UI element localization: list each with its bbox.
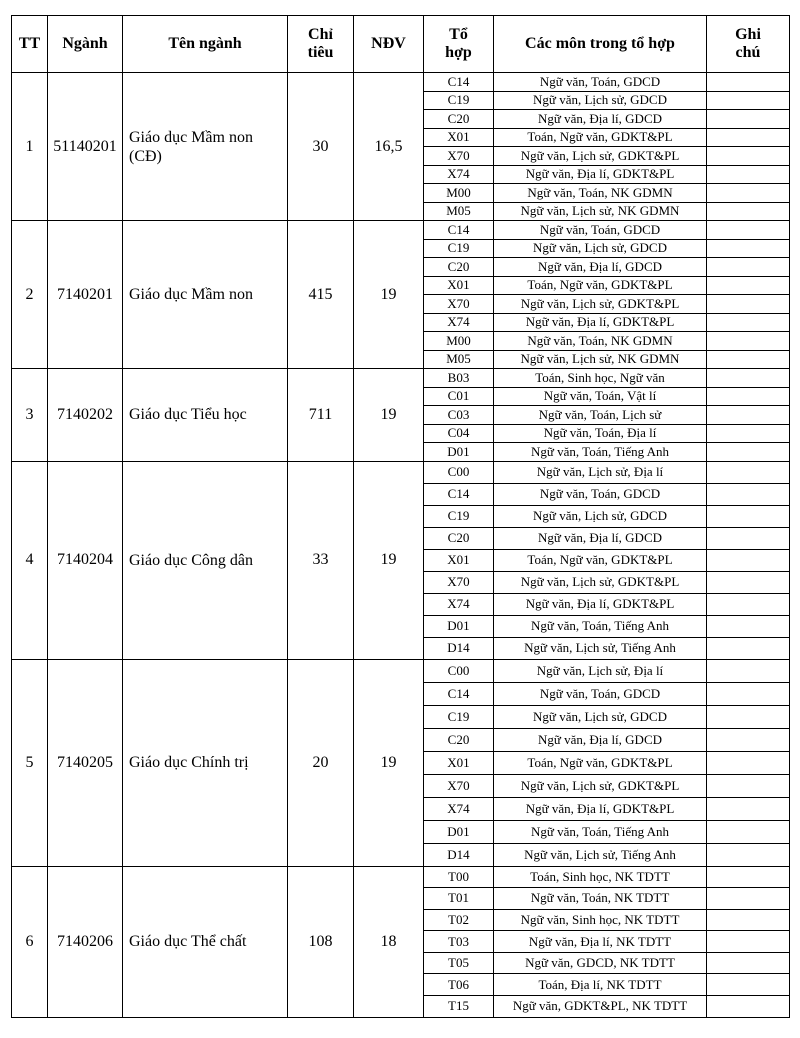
major-code: 51140201 <box>48 73 123 221</box>
combo-subjects: Ngữ văn, Toán, Địa lí <box>494 424 707 443</box>
combo-code: C03 <box>424 406 494 425</box>
combo-code: C20 <box>424 527 494 549</box>
combo-code: X74 <box>424 797 494 820</box>
combo-code: C19 <box>424 505 494 527</box>
combo-code: T02 <box>424 909 494 931</box>
major-name: Giáo dục Công dân <box>123 461 288 659</box>
combo-code: C00 <box>424 461 494 483</box>
combo-note <box>707 909 790 931</box>
combo-code: X74 <box>424 313 494 332</box>
combo-note <box>707 659 790 682</box>
major-quota: 20 <box>288 659 354 866</box>
combo-subjects: Ngữ văn, Lịch sử, Địa lí <box>494 659 707 682</box>
combo-subjects: Ngữ văn, Địa lí, GDCD <box>494 110 707 129</box>
combo-subjects: Ngữ văn, Lịch sử, NK GDMN <box>494 350 707 369</box>
combo-code: C19 <box>424 91 494 110</box>
combo-note <box>707 571 790 593</box>
combo-code: D14 <box>424 843 494 866</box>
combo-code: D01 <box>424 615 494 637</box>
combo-subjects: Ngữ văn, Địa lí, GDKT&PL <box>494 593 707 615</box>
combo-code: X01 <box>424 128 494 147</box>
combo-code: X70 <box>424 571 494 593</box>
major-index: 1 <box>12 73 48 221</box>
combo-subjects: Ngữ văn, Toán, GDCD <box>494 221 707 240</box>
combo-subjects: Ngữ văn, Toán, Tiếng Anh <box>494 820 707 843</box>
major-index: 6 <box>12 866 48 1017</box>
combo-note <box>707 313 790 332</box>
major-quota: 30 <box>288 73 354 221</box>
combo-code: X70 <box>424 295 494 314</box>
combo-note <box>707 728 790 751</box>
combo-note <box>707 239 790 258</box>
combo-note <box>707 350 790 369</box>
combo-code: D14 <box>424 637 494 659</box>
combo-subjects: Ngữ văn, Địa lí, GDKT&PL <box>494 313 707 332</box>
combo-note <box>707 332 790 351</box>
combo-code: T03 <box>424 931 494 953</box>
combo-code: C19 <box>424 239 494 258</box>
combo-subjects: Ngữ văn, Địa lí, GDCD <box>494 258 707 277</box>
combo-subjects: Ngữ văn, Sinh học, NK TDTT <box>494 909 707 931</box>
combo-note <box>707 202 790 221</box>
combo-subjects: Ngữ văn, GDCD, NK TDTT <box>494 952 707 974</box>
combo-subjects: Ngữ văn, Địa lí, GDCD <box>494 728 707 751</box>
combo-subjects: Toán, Ngữ văn, GDKT&PL <box>494 549 707 571</box>
combo-subjects: Ngữ văn, Địa lí, NK TDTT <box>494 931 707 953</box>
combo-subjects: Toán, Ngữ văn, GDKT&PL <box>494 128 707 147</box>
col-header-to-hop: Tổ hợp <box>424 16 494 73</box>
combo-code: M05 <box>424 350 494 369</box>
combo-note <box>707 165 790 184</box>
combo-note <box>707 406 790 425</box>
major-ndv: 19 <box>354 221 424 369</box>
combo-code: B03 <box>424 369 494 388</box>
combo-code: C14 <box>424 221 494 240</box>
combo-code: D01 <box>424 443 494 462</box>
combo-subjects: Ngữ văn, Lịch sử, GDCD <box>494 239 707 258</box>
combo-subjects: Ngữ văn, Địa lí, GDKT&PL <box>494 797 707 820</box>
combo-code: X70 <box>424 147 494 166</box>
major-ndv: 18 <box>354 866 424 1017</box>
combo-subjects: Toán, Sinh học, Ngữ văn <box>494 369 707 388</box>
combo-note <box>707 549 790 571</box>
combo-note <box>707 527 790 549</box>
combo-code: T05 <box>424 952 494 974</box>
combo-code: T15 <box>424 996 494 1018</box>
combo-subjects: Ngữ văn, Lịch sử, Tiếng Anh <box>494 843 707 866</box>
combo-subjects: Ngữ văn, Toán, GDCD <box>494 73 707 92</box>
combo-code: C19 <box>424 705 494 728</box>
combo-note <box>707 866 790 888</box>
combo-note <box>707 184 790 203</box>
combo-note <box>707 705 790 728</box>
table-row <box>12 461 790 483</box>
combo-code: C01 <box>424 387 494 406</box>
combo-note <box>707 952 790 974</box>
major-quota: 711 <box>288 369 354 462</box>
combo-note <box>707 593 790 615</box>
combo-subjects: Ngữ văn, Lịch sử, GDCD <box>494 705 707 728</box>
combo-note <box>707 615 790 637</box>
major-name: Giáo dục Chính trị <box>123 659 288 866</box>
major-index: 3 <box>12 369 48 462</box>
combo-subjects: Ngữ văn, Lịch sử, GDKT&PL <box>494 147 707 166</box>
combo-code: M00 <box>424 184 494 203</box>
combo-subjects: Ngữ văn, Lịch sử, Địa lí <box>494 461 707 483</box>
col-header-chi-tieu: Chỉ tiêu <box>288 16 354 73</box>
major-name: Giáo dục Mầm non (CĐ) <box>123 73 288 221</box>
combo-subjects: Ngữ văn, Toán, NK TDTT <box>494 888 707 910</box>
logo-seal-fragment <box>20 0 98 4</box>
combo-subjects: Ngữ văn, Toán, GDCD <box>494 483 707 505</box>
combo-code: D01 <box>424 820 494 843</box>
combo-subjects: Ngữ văn, Toán, GDCD <box>494 682 707 705</box>
combo-subjects: Toán, Sinh học, NK TDTT <box>494 866 707 888</box>
col-header-ten-nganh: Tên ngành <box>123 16 288 73</box>
major-ndv: 19 <box>354 369 424 462</box>
combo-code: T00 <box>424 866 494 888</box>
combo-note <box>707 974 790 996</box>
combo-note <box>707 147 790 166</box>
combo-subjects: Ngữ văn, Toán, NK GDMN <box>494 332 707 351</box>
combo-note <box>707 843 790 866</box>
combo-subjects: Ngữ văn, Địa lí, GDKT&PL <box>494 165 707 184</box>
major-quota: 415 <box>288 221 354 369</box>
admission-table <box>11 15 790 1018</box>
major-index: 4 <box>12 461 48 659</box>
combo-subjects: Toán, Ngữ văn, GDKT&PL <box>494 751 707 774</box>
combo-code: C04 <box>424 424 494 443</box>
major-code: 7140204 <box>48 461 123 659</box>
col-header-nganh: Ngành <box>48 16 123 73</box>
table-row <box>12 221 790 240</box>
combo-subjects: Ngữ văn, Toán, NK GDMN <box>494 184 707 203</box>
combo-code: C00 <box>424 659 494 682</box>
combo-note <box>707 751 790 774</box>
combo-subjects: Ngữ văn, Lịch sử, GDKT&PL <box>494 774 707 797</box>
col-header-tt: TT <box>12 16 48 73</box>
major-quota: 108 <box>288 866 354 1017</box>
combo-code: X74 <box>424 593 494 615</box>
header-row <box>12 16 790 73</box>
major-name: Giáo dục Thể chất <box>123 866 288 1017</box>
combo-note <box>707 443 790 462</box>
major-code: 7140206 <box>48 866 123 1017</box>
combo-note <box>707 110 790 129</box>
combo-note <box>707 996 790 1018</box>
combo-code: C14 <box>424 483 494 505</box>
combo-code: C20 <box>424 110 494 129</box>
combo-note <box>707 91 790 110</box>
major-code: 7140201 <box>48 221 123 369</box>
table-row <box>12 73 790 92</box>
combo-note <box>707 820 790 843</box>
combo-note <box>707 276 790 295</box>
col-header-ndv: NĐV <box>354 16 424 73</box>
combo-code: M05 <box>424 202 494 221</box>
combo-subjects: Ngữ văn, Toán, Lịch sử <box>494 406 707 425</box>
combo-code: X01 <box>424 276 494 295</box>
combo-note <box>707 221 790 240</box>
major-name: Giáo dục Mầm non <box>123 221 288 369</box>
combo-code: C14 <box>424 73 494 92</box>
major-code: 7140202 <box>48 369 123 462</box>
combo-note <box>707 888 790 910</box>
table-body <box>12 73 790 1018</box>
combo-note <box>707 461 790 483</box>
combo-note <box>707 387 790 406</box>
major-code: 7140205 <box>48 659 123 866</box>
combo-subjects: Ngữ văn, Địa lí, GDCD <box>494 527 707 549</box>
combo-note <box>707 73 790 92</box>
combo-code: M00 <box>424 332 494 351</box>
combo-note <box>707 295 790 314</box>
combo-subjects: Ngữ văn, Lịch sử, Tiếng Anh <box>494 637 707 659</box>
combo-subjects: Ngữ văn, Toán, Vật lí <box>494 387 707 406</box>
major-ndv: 19 <box>354 659 424 866</box>
combo-code: C14 <box>424 682 494 705</box>
combo-code: C20 <box>424 258 494 277</box>
table-row <box>12 866 790 888</box>
combo-code: X01 <box>424 549 494 571</box>
combo-subjects: Ngữ văn, Lịch sử, NK GDMN <box>494 202 707 221</box>
col-header-cac-mon: Các môn trong tổ hợp <box>494 16 707 73</box>
combo-note <box>707 637 790 659</box>
combo-note <box>707 369 790 388</box>
combo-note <box>707 682 790 705</box>
combo-note <box>707 483 790 505</box>
table-row <box>12 659 790 682</box>
combo-subjects: Toán, Địa lí, NK TDTT <box>494 974 707 996</box>
combo-code: T01 <box>424 888 494 910</box>
combo-note <box>707 931 790 953</box>
combo-note <box>707 505 790 527</box>
major-index: 5 <box>12 659 48 866</box>
combo-subjects: Ngữ văn, Lịch sử, GDCD <box>494 505 707 527</box>
table-row <box>12 369 790 388</box>
combo-subjects: Ngữ văn, Lịch sử, GDCD <box>494 91 707 110</box>
combo-note <box>707 128 790 147</box>
combo-code: X74 <box>424 165 494 184</box>
combo-note <box>707 774 790 797</box>
combo-subjects: Ngữ văn, Lịch sử, GDKT&PL <box>494 571 707 593</box>
combo-code: C20 <box>424 728 494 751</box>
major-name: Giáo dục Tiểu học <box>123 369 288 462</box>
combo-note <box>707 424 790 443</box>
combo-subjects: Ngữ văn, Lịch sử, GDKT&PL <box>494 295 707 314</box>
combo-subjects: Ngữ văn, GDKT&PL, NK TDTT <box>494 996 707 1018</box>
major-ndv: 16,5 <box>354 73 424 221</box>
combo-code: X70 <box>424 774 494 797</box>
combo-subjects: Ngữ văn, Toán, Tiếng Anh <box>494 443 707 462</box>
major-index: 2 <box>12 221 48 369</box>
combo-subjects: Ngữ văn, Toán, Tiếng Anh <box>494 615 707 637</box>
combo-note <box>707 797 790 820</box>
combo-code: X01 <box>424 751 494 774</box>
combo-subjects: Toán, Ngữ văn, GDKT&PL <box>494 276 707 295</box>
col-header-ghi-chu: Ghi chú <box>707 16 790 73</box>
major-quota: 33 <box>288 461 354 659</box>
combo-note <box>707 258 790 277</box>
major-ndv: 19 <box>354 461 424 659</box>
combo-code: T06 <box>424 974 494 996</box>
